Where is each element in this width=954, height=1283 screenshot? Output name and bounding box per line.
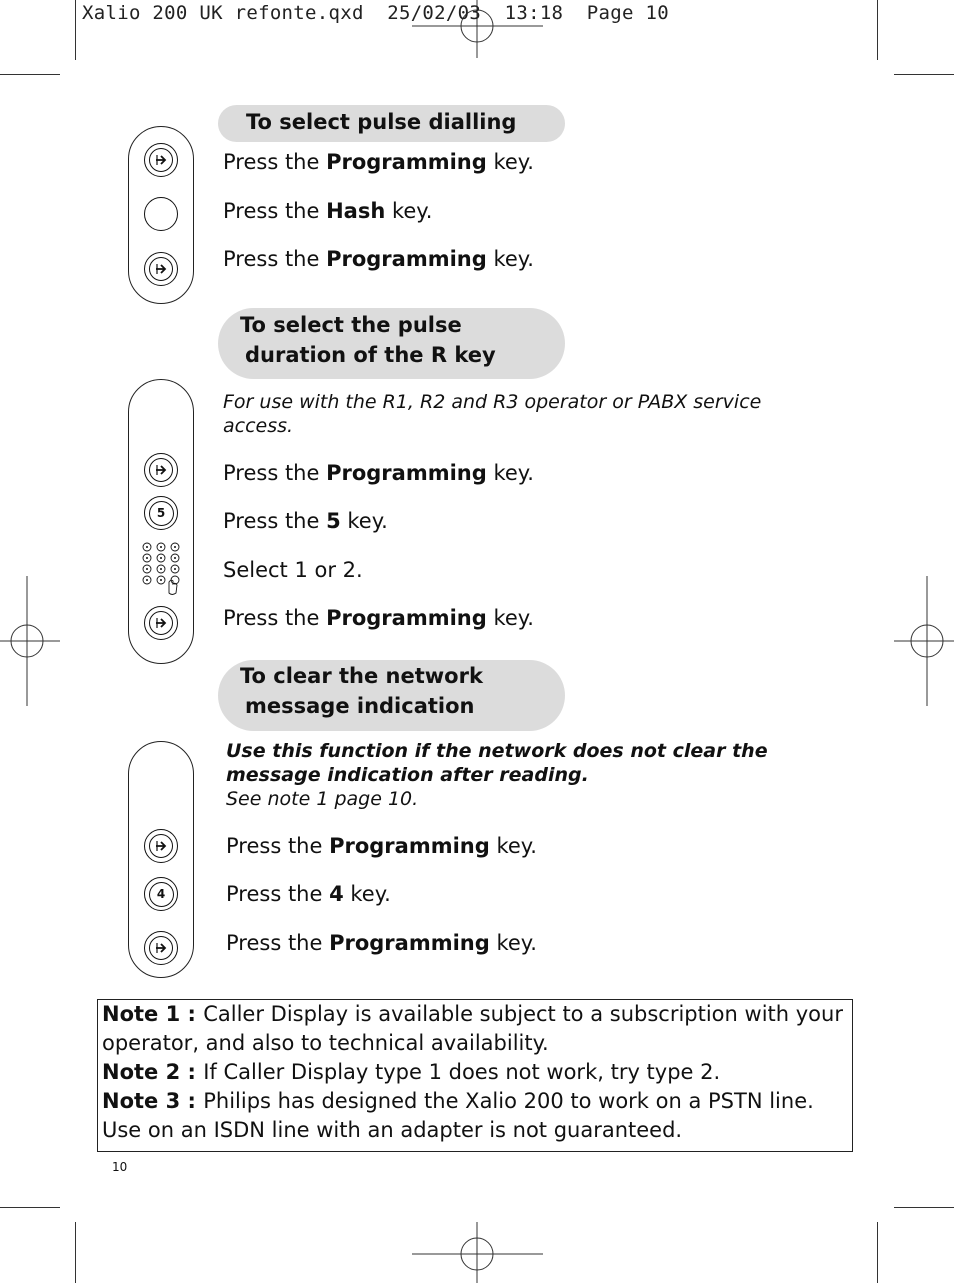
keypad-icon [138, 541, 184, 597]
section-title-clear-network-message: To clear the network message indication [218, 660, 565, 731]
page-number: 10 [112, 1160, 128, 1174]
crop-mark [877, 0, 878, 60]
registration-mark-left [0, 576, 60, 706]
note-2: Note 2 : If Caller Display type 1 does not work, try type 2. [102, 1060, 721, 1084]
crop-mark [75, 1222, 76, 1283]
programming-key-icon [144, 143, 178, 177]
instruction-step: Press the Programming key. [223, 150, 534, 174]
crop-mark [75, 0, 76, 60]
instruction-step: Press the Programming key. [223, 247, 534, 271]
programming-key-icon [144, 252, 178, 286]
programming-key-icon [144, 829, 178, 863]
hash-key-icon [144, 197, 178, 231]
instruction-step: Select 1 or 2. [223, 558, 363, 582]
instruction-step: Press the Programming key. [226, 931, 537, 955]
crop-mark [0, 1207, 60, 1208]
file-slug-header: Xalio 200 UK refonte.qxd 25/02/03 13:18 Page 10 [82, 2, 669, 24]
note-3: Note 3 : Philips has designed the Xalio 200 to work on a PSTN line. Use on an ISDN line with an adapter is not guaranteed. [102, 1089, 814, 1142]
notes-box [97, 999, 853, 1152]
note-1: Note 1 : Caller Display is available subject to a subscription with your operator, and also to technical availability. [102, 1002, 843, 1055]
section-intro: For use with the R1, R2 and R3 operator or PABX service access. [223, 391, 762, 437]
crop-mark [877, 1222, 878, 1283]
instruction-step: Press the Programming key. [223, 461, 534, 485]
instruction-step: Press the Programming key. [226, 834, 537, 858]
registration-mark-right [894, 576, 954, 706]
instruction-step: Press the 4 key. [226, 882, 391, 906]
programming-key-icon [144, 453, 178, 487]
registration-mark-bottom [412, 1222, 543, 1283]
section-title-pulse-dialling: To select pulse dialling [218, 105, 565, 142]
programming-key-icon [144, 931, 178, 965]
section-title-pulse-duration: To select the pulse duration of the R key [218, 308, 565, 379]
crop-mark [0, 74, 60, 75]
number-key-4-icon: 4 [144, 877, 178, 911]
crop-mark [894, 1207, 954, 1208]
programming-key-icon [144, 606, 178, 640]
instruction-step: Press the Programming key. [223, 606, 534, 630]
number-key-5-icon: 5 [144, 496, 178, 530]
instruction-step: Press the Hash key. [223, 199, 433, 223]
crop-mark [894, 74, 954, 75]
instruction-step: Press the 5 key. [223, 509, 388, 533]
section-intro: Use this function if the network does not clear the message indication after reading. See note 1 page 10. [226, 740, 768, 810]
